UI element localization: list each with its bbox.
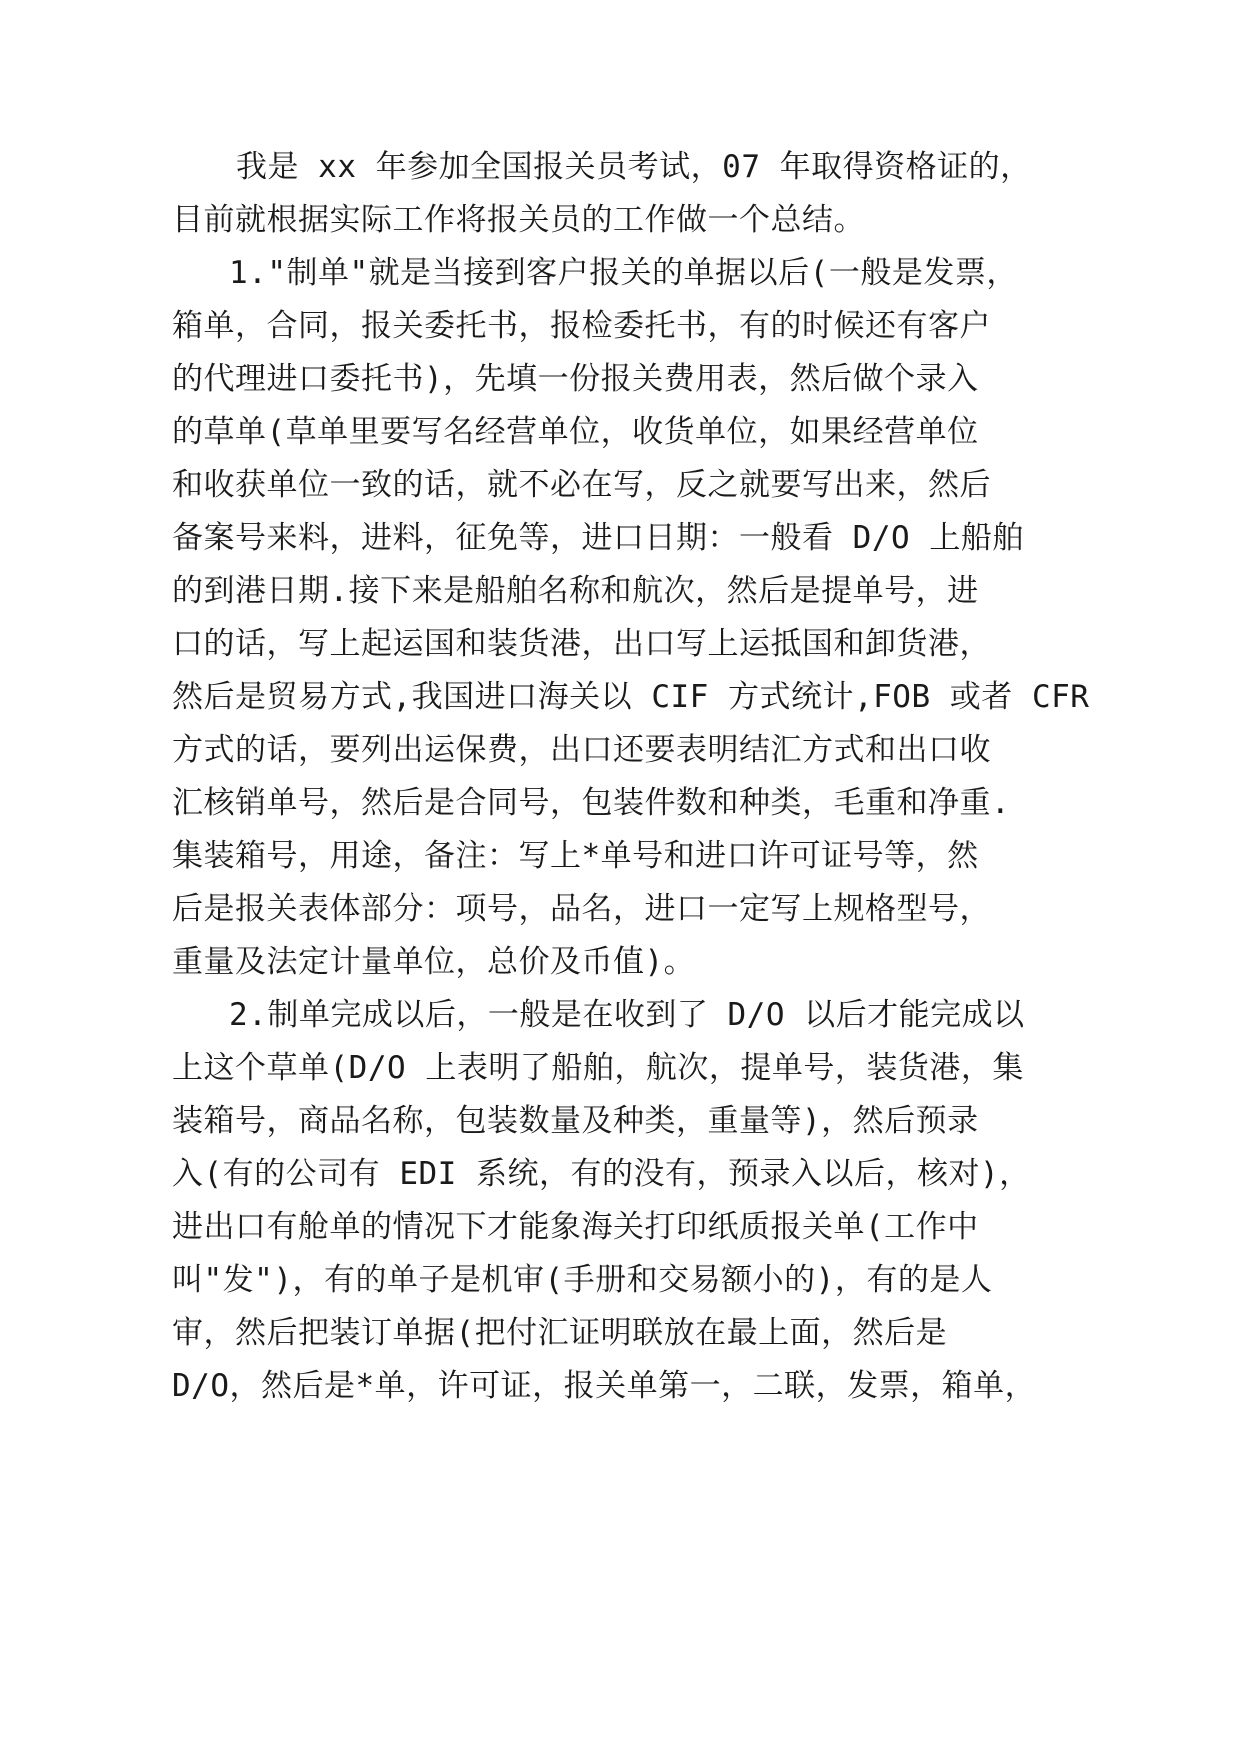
text-line: 进出口有舱单的情况下才能象海关打印纸质报关单(工作中 <box>172 1209 979 1245</box>
text-line: 我是 xx 年参加全国报关员考试，07 年取得资格证的， <box>236 149 1032 185</box>
text-line: 的代理进口委托书)，先填一份报关费用表，然后做个录入 <box>172 361 979 397</box>
text-line: 集装箱号，用途，备注：写上*单号和进口许可证号等，然 <box>172 838 979 874</box>
text-line: 目前就根据实际工作将报关员的工作做一个总结。 <box>172 202 865 238</box>
text-line: 和收获单位一致的话，就不必在写，反之就要写出来，然后 <box>172 467 991 503</box>
text-line: D/O，然后是*单，许可证，报关单第一，二联，发票，箱单， <box>172 1368 1037 1404</box>
text-line: 的草单(草单里要写名经营单位，收货单位，如果经营单位 <box>172 414 979 450</box>
text-line: 装箱号，商品名称，包装数量及种类，重量等)，然后预录 <box>172 1103 979 1139</box>
text-line: 然后是贸易方式,我国进口海关以 CIF 方式统计,FOB 或者 CFR <box>172 679 1090 715</box>
text-line: 后是报关表体部分：项号，品名，进口一定写上规格型号， <box>172 891 991 927</box>
text-line: 入(有的公司有 EDI 系统，有的没有，预录入以后，核对)， <box>172 1156 1031 1192</box>
text-line: 叫"发")，有的单子是机审(手册和交易额小的)，有的是人 <box>172 1262 993 1298</box>
text-line: 备案号来料，进料，征免等，进口日期：一般看 D/O 上船舶 <box>172 520 1024 556</box>
text-line: 重量及法定计量单位，总价及币值)。 <box>172 944 696 980</box>
text-line: 上这个草单(D/O 上表明了船舶，航次，提单号，装货港，集 <box>172 1050 1024 1086</box>
text-line: 2.制单完成以后，一般是在收到了 D/O 以后才能完成以 <box>229 997 1025 1033</box>
text-line: 1."制单"就是当接到客户报关的单据以后(一般是发票， <box>229 255 1018 291</box>
text-line: 审，然后把装订单据(把付汇证明联放在最上面，然后是 <box>172 1315 948 1351</box>
text-line: 汇核销单号，然后是合同号，包装件数和种类，毛重和净重. <box>172 785 1011 821</box>
text-line: 方式的话，要列出运保费，出口还要表明结汇方式和出口收 <box>172 732 991 768</box>
text-line: 口的话，写上起运国和装货港，出口写上运抵国和卸货港， <box>172 626 991 662</box>
text-line: 的到港日期.接下来是船舶名称和航次，然后是提单号，进 <box>172 573 979 609</box>
text-line: 箱单，合同，报关委托书，报检委托书，有的时候还有客户 <box>172 308 991 344</box>
